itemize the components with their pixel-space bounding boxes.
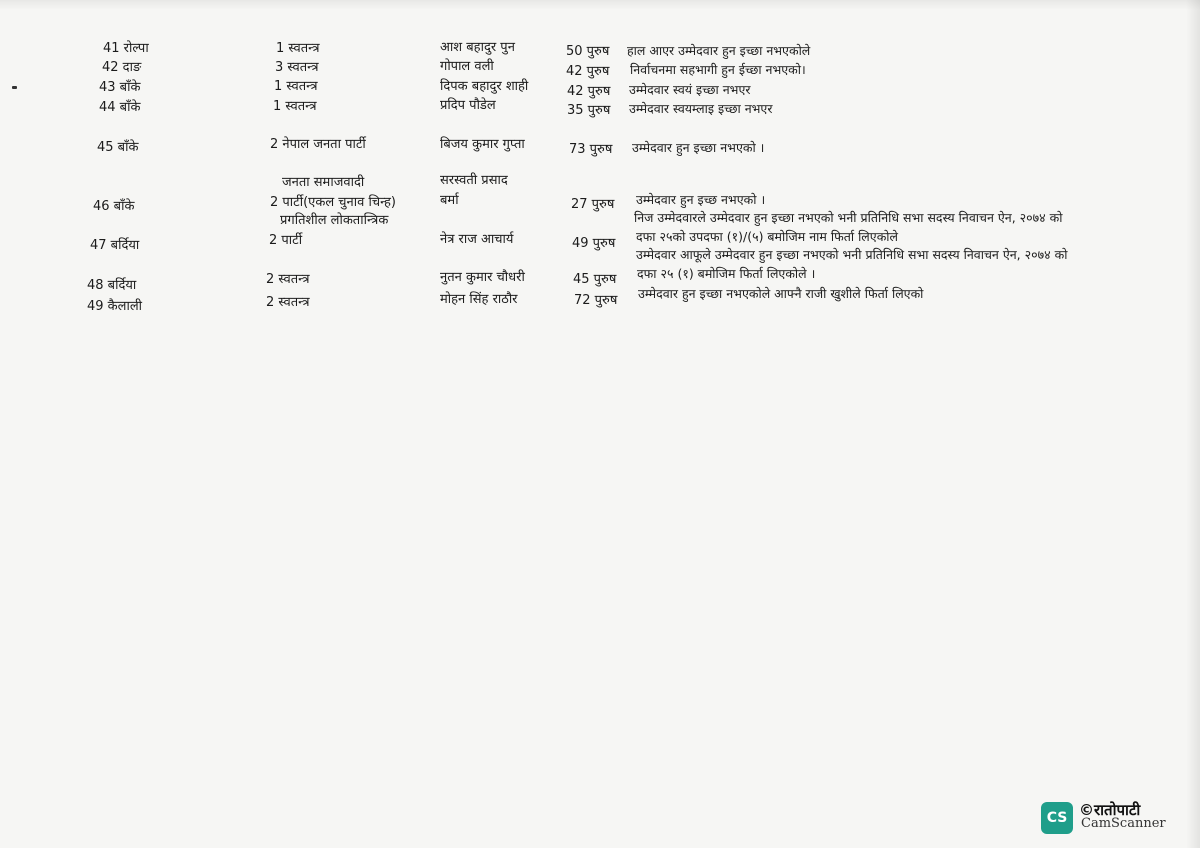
scan-edge-shadow xyxy=(1186,0,1200,848)
ratopati-brand: ©रातोपाटी xyxy=(1079,801,1141,819)
row-48-age-gender: 45 पुरुष xyxy=(573,272,617,287)
row-41-age-gender: 50 पुरुष xyxy=(566,44,610,59)
row-47-district: 47 बर्दिया xyxy=(90,238,140,253)
row-44-age-gender: 35 पुरुष xyxy=(567,103,611,118)
row-43-remark: उम्मेदवार स्वयं इच्छा नभएर xyxy=(629,82,751,97)
row-43-party: 1 स्वतन्त्र xyxy=(274,79,318,94)
row-41-district: 41 रोल्पा xyxy=(103,41,149,56)
row-44-name: प्रदिप पौडेल xyxy=(440,98,496,113)
row-49-party: 2 स्वतन्त्र xyxy=(266,295,310,310)
row-43-district: 43 बाँके xyxy=(99,80,141,95)
row-46-remark: उम्मेदवार हुन इच्छ नभएको । xyxy=(636,192,766,207)
row-45-district: 45 बाँके xyxy=(97,140,139,155)
row-47-remark: दफा २५को उपदफा (१)/(५) बमोजिम नाम फिर्ता लिएकोले xyxy=(636,229,899,244)
row-47-party-line1: प्रगतिशील लोकतान्त्रिक xyxy=(280,213,389,228)
row-44-district: 44 बाँके xyxy=(99,100,141,115)
row-42-age-gender: 42 पुरुष xyxy=(566,64,610,79)
row-49-age-gender: 72 पुरुष xyxy=(574,293,618,308)
row-45-age-gender: 73 पुरुष xyxy=(569,142,613,157)
row-46-party: 2 पार्टी(एकल चुनाव चिन्ह) xyxy=(270,195,396,210)
row-49-district: 49 कैलाली xyxy=(87,299,143,314)
row-46-remark-line2: निज उम्मेदवारले उम्मेदवार हुन इच्छा नभएको भनी प्रतिनिधि सभा सदस्य निवाचन ऐन, २०७४ को xyxy=(634,210,1063,225)
row-45-party: 2 नेपाल जनता पार्टी xyxy=(270,137,366,152)
row-47-party: 2 पार्टी xyxy=(269,233,303,248)
scan-top-shadow xyxy=(0,0,1200,10)
row-48-name: नुतन कुमार चौधरी xyxy=(440,270,525,285)
row-49-name: मोहन सिंह राठौर xyxy=(440,292,518,307)
row-47-age-gender: 49 पुरुष xyxy=(572,236,616,251)
row-45-remark: उम्मेदवार हुन इच्छा नभएको । xyxy=(632,140,765,155)
row-48-party: 2 स्वतन्त्र xyxy=(266,272,310,287)
row-42-district: 42 दाङ xyxy=(102,60,142,75)
scan-speck xyxy=(12,86,17,89)
row-46-party-line1: जनता समाजवादी xyxy=(282,175,365,190)
row-41-name: आश बहादुर पुन xyxy=(440,40,515,55)
row-48-district: 48 बर्दिया xyxy=(87,278,137,293)
row-43-age-gender: 42 पुरुष xyxy=(567,84,611,99)
row-49-remark: उम्मेदवार हुन इच्छा नभएकोले आफ्नै राजी खुशीले फिर्ता लिएको xyxy=(638,286,924,301)
camscanner-label: CamScanner xyxy=(1081,816,1166,831)
row-47-name: नेत्र राज आचार्य xyxy=(440,232,514,247)
row-46-district: 46 बाँके xyxy=(93,199,135,214)
row-44-party: 1 स्वतन्त्र xyxy=(273,99,317,114)
row-46-name-line1: सरस्वती प्रसाद xyxy=(440,173,508,188)
row-45-name: बिजय कुमार गुप्ता xyxy=(440,137,525,152)
row-47-remark-line2: उम्मेदवार आफूले उम्मेदवार हुन इच्छा नभएको भनी प्रतिनिधि सभा सदस्य निवाचन ऐन, २०७४ को xyxy=(636,247,1068,262)
row-46-name: बर्मा xyxy=(440,193,459,208)
row-46-age-gender: 27 पुरुष xyxy=(571,197,615,212)
row-41-party: 1 स्वतन्त्र xyxy=(276,41,320,56)
row-44-remark: उम्मेदवार स्वयम्लाइ इच्छा नभएर xyxy=(629,101,773,116)
camscanner-watermark xyxy=(1041,802,1169,836)
camscanner-badge-icon: CS xyxy=(1041,802,1073,834)
row-48-remark: दफा २५ (१) बमोजिम फिर्ता लिएकोले । xyxy=(637,266,816,281)
row-42-name: गोपाल वली xyxy=(440,59,494,74)
row-41-remark: हाल आएर उम्मेदवार हुन इच्छा नभएकोले xyxy=(627,43,811,58)
row-42-party: 3 स्वतन्त्र xyxy=(275,60,319,75)
row-42-remark: निर्वाचनमा सहभागी हुन ईच्छा नभएको। xyxy=(630,62,806,77)
row-43-name: दिपक बहादुर शाही xyxy=(440,79,529,94)
